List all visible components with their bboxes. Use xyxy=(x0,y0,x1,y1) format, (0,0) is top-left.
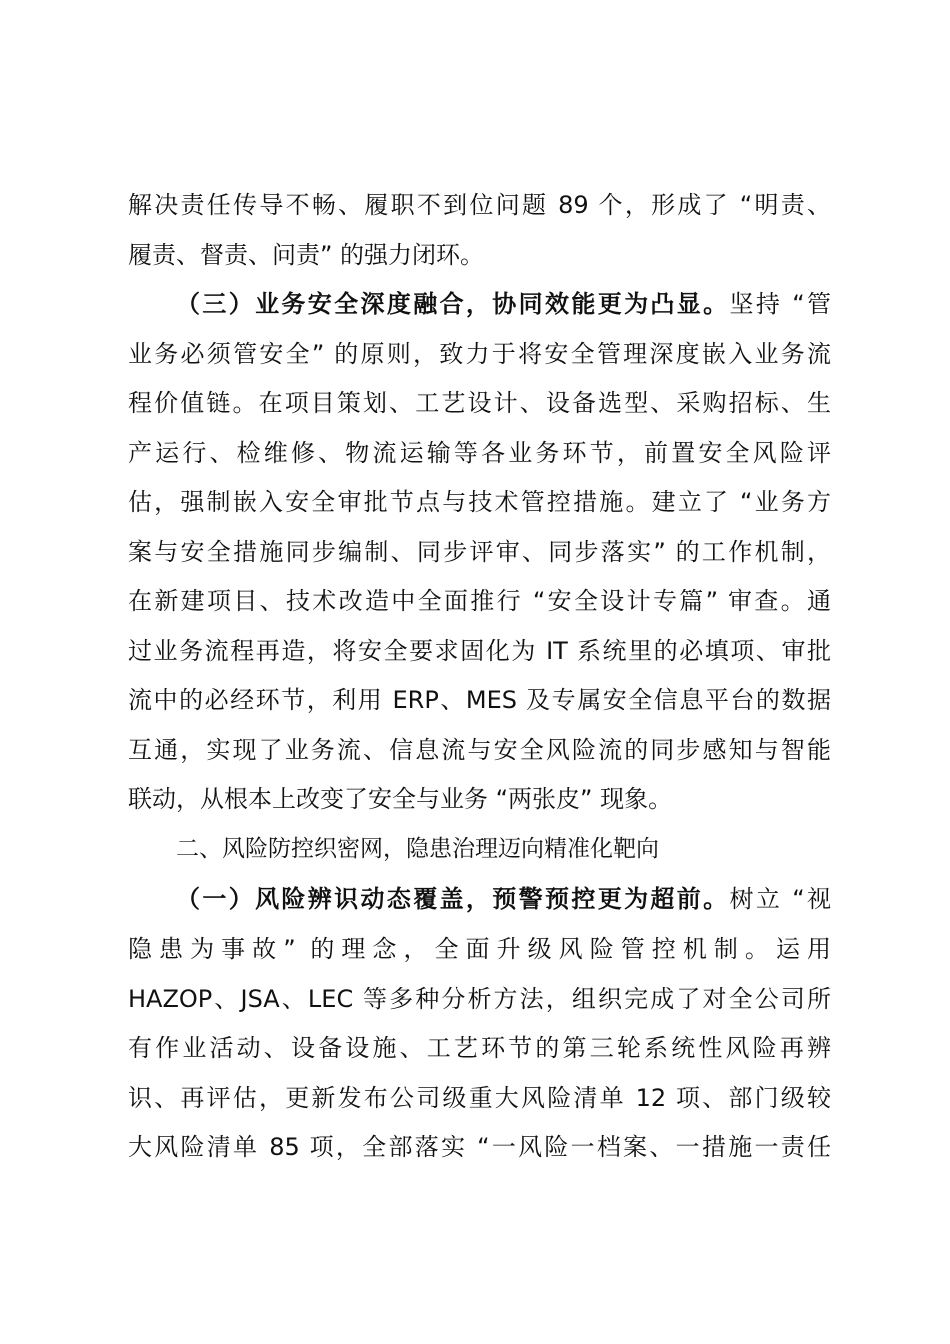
line-text: HAZOP、JSA、LEC 等多种分析方法，组织完成了对全公司所 xyxy=(128,985,831,1013)
body-line xyxy=(128,1031,831,1065)
body-line xyxy=(128,782,831,816)
body-line xyxy=(128,535,831,569)
body-line xyxy=(128,733,831,767)
line-text: 隐患为事故” 的理念，全面升级风险管控机制。运用 xyxy=(128,935,831,963)
heading-text: 二、风险防控织密网，隐患治理迈向精准化靶向 xyxy=(176,836,659,862)
line-text: 估，强制嵌入安全审批节点与技术管控措施。建立了 “业务方 xyxy=(128,488,831,516)
line-text: 解决责任传导不畅、履职不到位问题 89 个，形成了 “明责、 xyxy=(128,191,831,219)
body-line xyxy=(128,634,831,668)
body-line xyxy=(128,238,831,272)
body-line xyxy=(128,1130,831,1164)
body-line xyxy=(128,683,831,717)
section-1-heading-line xyxy=(176,882,831,916)
body-line xyxy=(128,485,831,519)
line-text: 程价值链。在项目策划、工艺设计、设备选型、采购招标、生 xyxy=(128,389,831,417)
body-line xyxy=(128,1081,831,1115)
line-text: 树立 “视 xyxy=(729,885,832,913)
line-text: 在新建项目、技术改造中全面推行 “安全设计专篇” 审查。通 xyxy=(128,587,831,615)
line-text: 产运行、检维修、物流运输等各业务环节，前置安全风险评 xyxy=(128,439,831,467)
line-text: 联动，从根本上改变了安全与业务 “两张皮” 现象。 xyxy=(128,785,673,813)
body-line xyxy=(128,584,831,618)
body-line xyxy=(128,436,831,470)
body-line xyxy=(128,337,831,371)
line-text: 有作业活动、设备设施、工艺环节的第三轮系统性风险再辨 xyxy=(128,1034,831,1062)
line-text: 流中的必经环节，利用 ERP、MES 及专属安全信息平台的数据 xyxy=(128,686,831,714)
line-text: 过业务流程再造，将安全要求固化为 IT 系统里的必填项、审批 xyxy=(128,637,831,665)
bold-subheading: （一）风险辨识动态覆盖，预警预控更为超前。 xyxy=(176,885,730,913)
line-text: 互通，实现了业务流、信息流与安全风险流的同步感知与智能 xyxy=(128,736,831,764)
line-text: 案与安全措施同步编制、同步评审、同步落实” 的工作机制， xyxy=(128,538,831,566)
line-text: 坚持 “管 xyxy=(729,290,832,318)
body-line xyxy=(128,188,831,222)
line-text: 业务必须管安全” 的原则，致力于将安全管理深度嵌入业务流 xyxy=(128,340,831,368)
body-line xyxy=(128,932,831,966)
line-text: 识、再评估，更新发布公司级重大风险清单 12 项、部门级较 xyxy=(128,1084,831,1112)
line-text: 履责、督责、问责” 的强力闭环。 xyxy=(128,241,485,269)
bold-subheading: （三）业务安全深度融合，协同效能更为凸显。 xyxy=(176,290,730,318)
body-line xyxy=(128,386,831,420)
line-text: 大风险清单 85 项，全部落实 “一风险一档案、一措施一责任 xyxy=(128,1133,831,1161)
section-heading xyxy=(176,832,659,866)
body-line xyxy=(128,982,831,1016)
section-3-heading-line xyxy=(176,287,831,321)
